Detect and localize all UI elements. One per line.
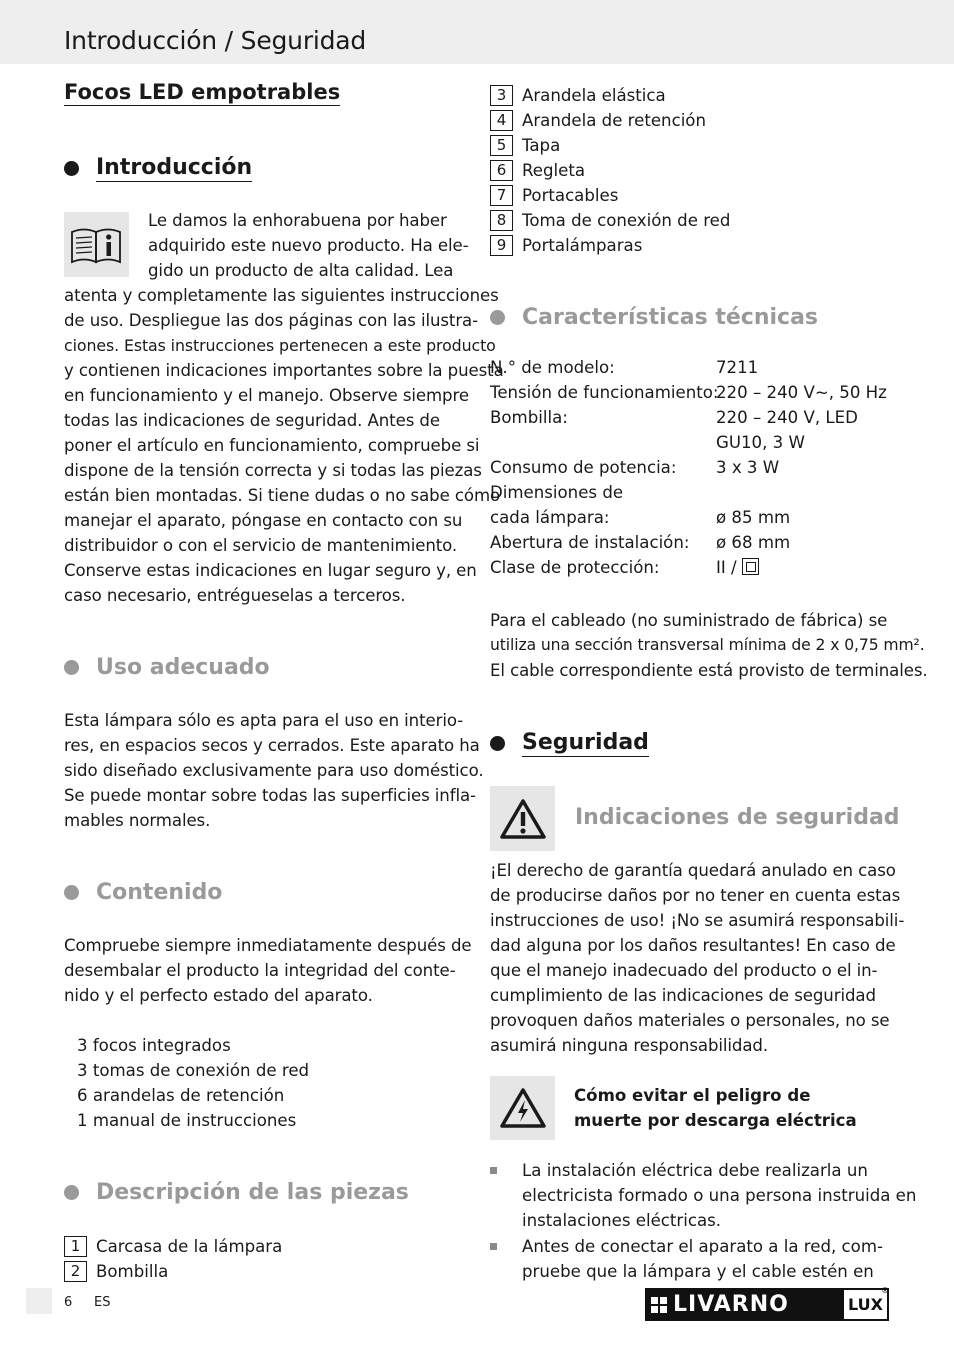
bullet-dot-icon <box>490 310 505 325</box>
list-item: 3 tomas de conexión de red <box>77 1061 310 1080</box>
square-bullet-icon <box>490 1167 497 1174</box>
spec-value: 7211 <box>716 358 759 377</box>
spec-value: 220 – 240 V, LED <box>716 408 858 427</box>
brand-logo <box>645 1288 889 1321</box>
square-bullet-icon <box>490 1243 497 1250</box>
spec-value: 3 x 3 W <box>716 458 780 477</box>
part-item: 2 Bombilla <box>64 1260 168 1282</box>
spec-label: N.° de modelo: <box>490 358 615 377</box>
electric-shock-warning-icon <box>490 1076 555 1140</box>
spec-value: 220 – 240 V~, 50 Hz <box>716 383 887 402</box>
spec-label: Dimensiones de <box>490 483 624 502</box>
bullet-dot-icon <box>64 161 79 176</box>
part-item: 3 Arandela elástica <box>490 84 666 106</box>
heading-introduccion: Introducción <box>64 155 252 182</box>
spec-label: Abertura de instalación: <box>490 533 690 552</box>
part-item: 7 Portacables <box>490 184 618 206</box>
uso-paragraph: Esta lámpara sólo es apta para el uso en interio- res, en espacios secos y cerrados. Este aparato ha sido diseñado exclusivamente para uso doméstico. Se puede montar sobre todas las superficies infla- mables normales. <box>64 711 484 830</box>
warning-triangle-icon <box>490 786 555 851</box>
protection-class-ii-icon <box>742 558 759 575</box>
page-number: 6 <box>64 1295 73 1310</box>
spec-label: Tensión de funcionamiento: <box>490 383 719 402</box>
spec-value-protection: II / <box>716 558 759 583</box>
spec-label: Clase de protección: <box>490 558 660 577</box>
list-item: 6 arandelas de retención <box>77 1086 285 1105</box>
safety-subheading: Indicaciones de seguridad <box>575 805 900 830</box>
heading-caracteristicas: Características técnicas <box>490 305 818 330</box>
list-item: La instalación eléctrica debe realizarla un electricista formado o una persona instruida en instalaciones eléctricas. <box>522 1161 917 1230</box>
bullet-dot-icon <box>490 736 505 751</box>
list-item: 1 manual de instrucciones <box>77 1111 297 1130</box>
contenido-list <box>77 1033 309 1133</box>
heading-descripcion-piezas: Descripción de las piezas <box>64 1180 409 1205</box>
intro-paragraph-top: Le damos la enhorabuena por haber adquirido este nuevo producto. Ha ele- gido un producto de alta calidad. Lea <box>148 211 469 280</box>
logo-lux: LUX ® <box>842 1288 889 1321</box>
part-item: 5 Tapa <box>490 134 560 156</box>
spec-value: ø 85 mm <box>716 508 791 527</box>
document-title: Focos LED empotrables <box>64 80 341 104</box>
contenido-paragraph: Compruebe siempre inmediatamente después de desembalar el producto la integridad del conte- nido y el perfecto estado del aparato. <box>64 936 472 1005</box>
spec-value: ø 68 mm <box>716 533 791 552</box>
bullet-dot-icon <box>64 1185 79 1200</box>
bullet-dot-icon <box>64 885 79 900</box>
intro-paragraph: atenta y completamente las siguientes instrucciones de uso. Despliegue las dos páginas con las ilustra- ciones. Estas instrucciones pertenecen a este producto y contienen indicaciones importantes sobre la puesta en funcionamiento y el manejo. Observe siempre todas las indicaciones de seguridad. Antes de poner el artículo en funcionamiento, compruebe si dispone de la tensión correcta y si todas las piezas están bien montadas. Si tiene dudas o no sabe cómo manejar el aparato, póngase en contacto con su distribuidor o con el servicio de mantenimiento. Conserve estas indicaciones en lugar seguro y, en caso necesario, entrégueselas a terceros. <box>64 286 504 605</box>
heading-contenido: Contenido <box>64 880 222 905</box>
spec-label: Bombilla: <box>490 408 568 427</box>
part-item: 9 Portalámparas <box>490 234 642 256</box>
electric-warning-title: Cómo evitar el peligro de muerte por descarga eléctrica <box>574 1086 857 1130</box>
heading-seguridad: Seguridad <box>490 730 649 757</box>
heading-uso-adecuado: Uso adecuado <box>64 655 270 680</box>
part-item: 1 Carcasa de la lámpara <box>64 1235 282 1257</box>
info-book-icon <box>64 212 129 277</box>
logo-grid-icon <box>651 1297 667 1313</box>
page-header-title: Introducción / Seguridad <box>64 26 367 55</box>
part-item: 6 Regleta <box>490 159 585 181</box>
spec-label: Consumo de potencia: <box>490 458 677 477</box>
spec-label: cada lámpara: <box>490 508 610 527</box>
list-item: 3 focos integrados <box>77 1036 231 1055</box>
cable-note: Para el cableado (no suministrado de fábrica) se utiliza una sección transversal mínima de 2 x 0,75 mm². El cable correspondiente está provisto de terminales. <box>490 611 928 680</box>
spec-value: GU10, 3 W <box>716 433 805 452</box>
footer-marker <box>26 1288 52 1314</box>
language-code: ES <box>94 1295 111 1310</box>
part-item: 8 Toma de conexión de red <box>490 209 730 231</box>
list-item: Antes de conectar el aparato a la red, com- pruebe que la lámpara y el cable estén en <box>522 1237 883 1281</box>
bullet-dot-icon <box>64 660 79 675</box>
safety-paragraph: ¡El derecho de garantía quedará anulado en caso de producirse daños por no tener en cuenta estas instrucciones de uso! ¡No se asumirá responsabili- dad alguna por los daños resultantes! En caso de que el manejo inadecuado del producto o el in- cumplimiento de las indicaciones de seguridad provoquen daños materiales o personales, no se asumirá ninguna responsabilidad. <box>490 861 905 1055</box>
logo-main: LIVARNO <box>645 1288 842 1321</box>
part-item: 4 Arandela de retención <box>490 109 706 131</box>
